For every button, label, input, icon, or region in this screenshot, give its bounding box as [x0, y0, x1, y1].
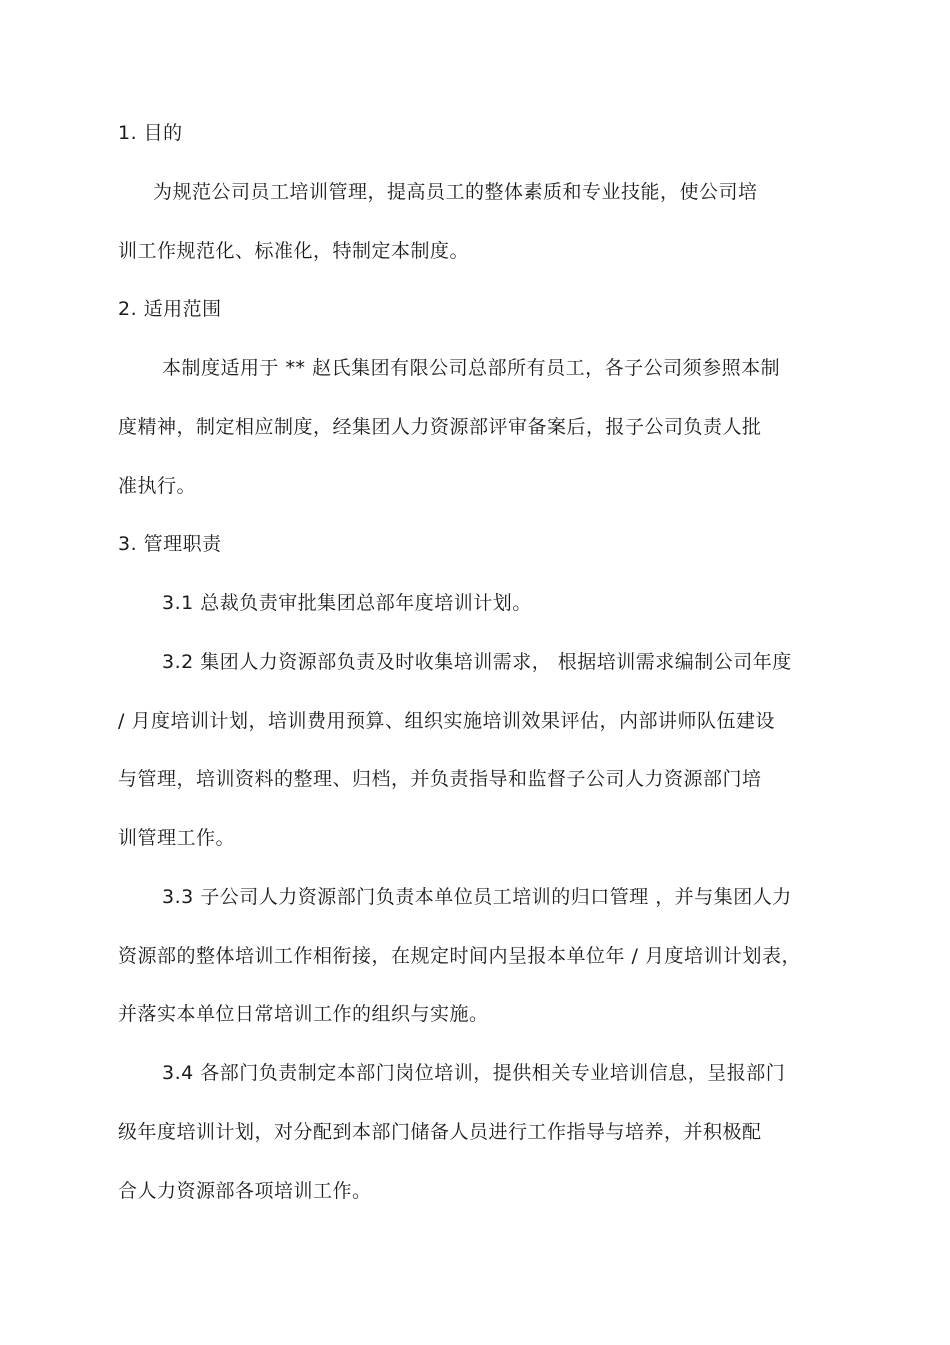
heading-scope: 2. 适用范围	[118, 298, 222, 320]
paragraph-line: 训工作规范化、标准化，特制定本制度。	[118, 240, 470, 262]
clause-3-1: 3.1 总裁负责审批集团总部年度培训计划。	[162, 592, 532, 614]
paragraph-line: 本制度适用于 ** 赵氏集团有限公司总部所有员工，各子公司须参照本制	[162, 357, 781, 379]
paragraph-line: / 月度培训计划，培训费用预算、组织实施培训效果评估，内部讲师队伍建设	[118, 710, 775, 732]
clause-3-3: 3.3 子公司人力资源部门负责本单位员工培训的归口管理 ，并与集团人力	[162, 886, 792, 908]
clause-3-4: 3.4 各部门负责制定本部门岗位培训，提供相关专业培训信息，呈报部门	[162, 1062, 786, 1084]
paragraph-line: 度精神，制定相应制度，经集团人力资源部评审备案后，报子公司负责人批	[118, 416, 762, 438]
heading-purpose: 1. 目的	[118, 122, 183, 144]
clause-3-2: 3.2 集团人力资源部负责及时收集培训需求， 根据培训需求编制公司年度	[162, 651, 792, 673]
heading-responsibilities: 3. 管理职责	[118, 533, 222, 555]
paragraph-line: 与管理，培训资料的整理、归档，并负责指导和监督子公司人力资源部门培	[118, 768, 762, 790]
paragraph-line: 级年度培训计划，对分配到本部门储备人员进行工作指导与培养，并积极配	[118, 1121, 762, 1143]
paragraph-line: 合人力资源部各项培训工作。	[118, 1180, 372, 1202]
paragraph-line: 准执行。	[118, 475, 197, 497]
paragraph-line: 为规范公司员工培训管理，提高员工的整体素质和专业技能，使公司培	[153, 181, 758, 203]
paragraph-line: 训管理工作。	[118, 827, 236, 849]
paragraph-line: 并落实本单位日常培训工作的组织与实施。	[118, 1003, 489, 1025]
paragraph-line: 资源部的整体培训工作相衔接，在规定时间内呈报本单位年 / 月度培训计划表，	[118, 945, 801, 967]
